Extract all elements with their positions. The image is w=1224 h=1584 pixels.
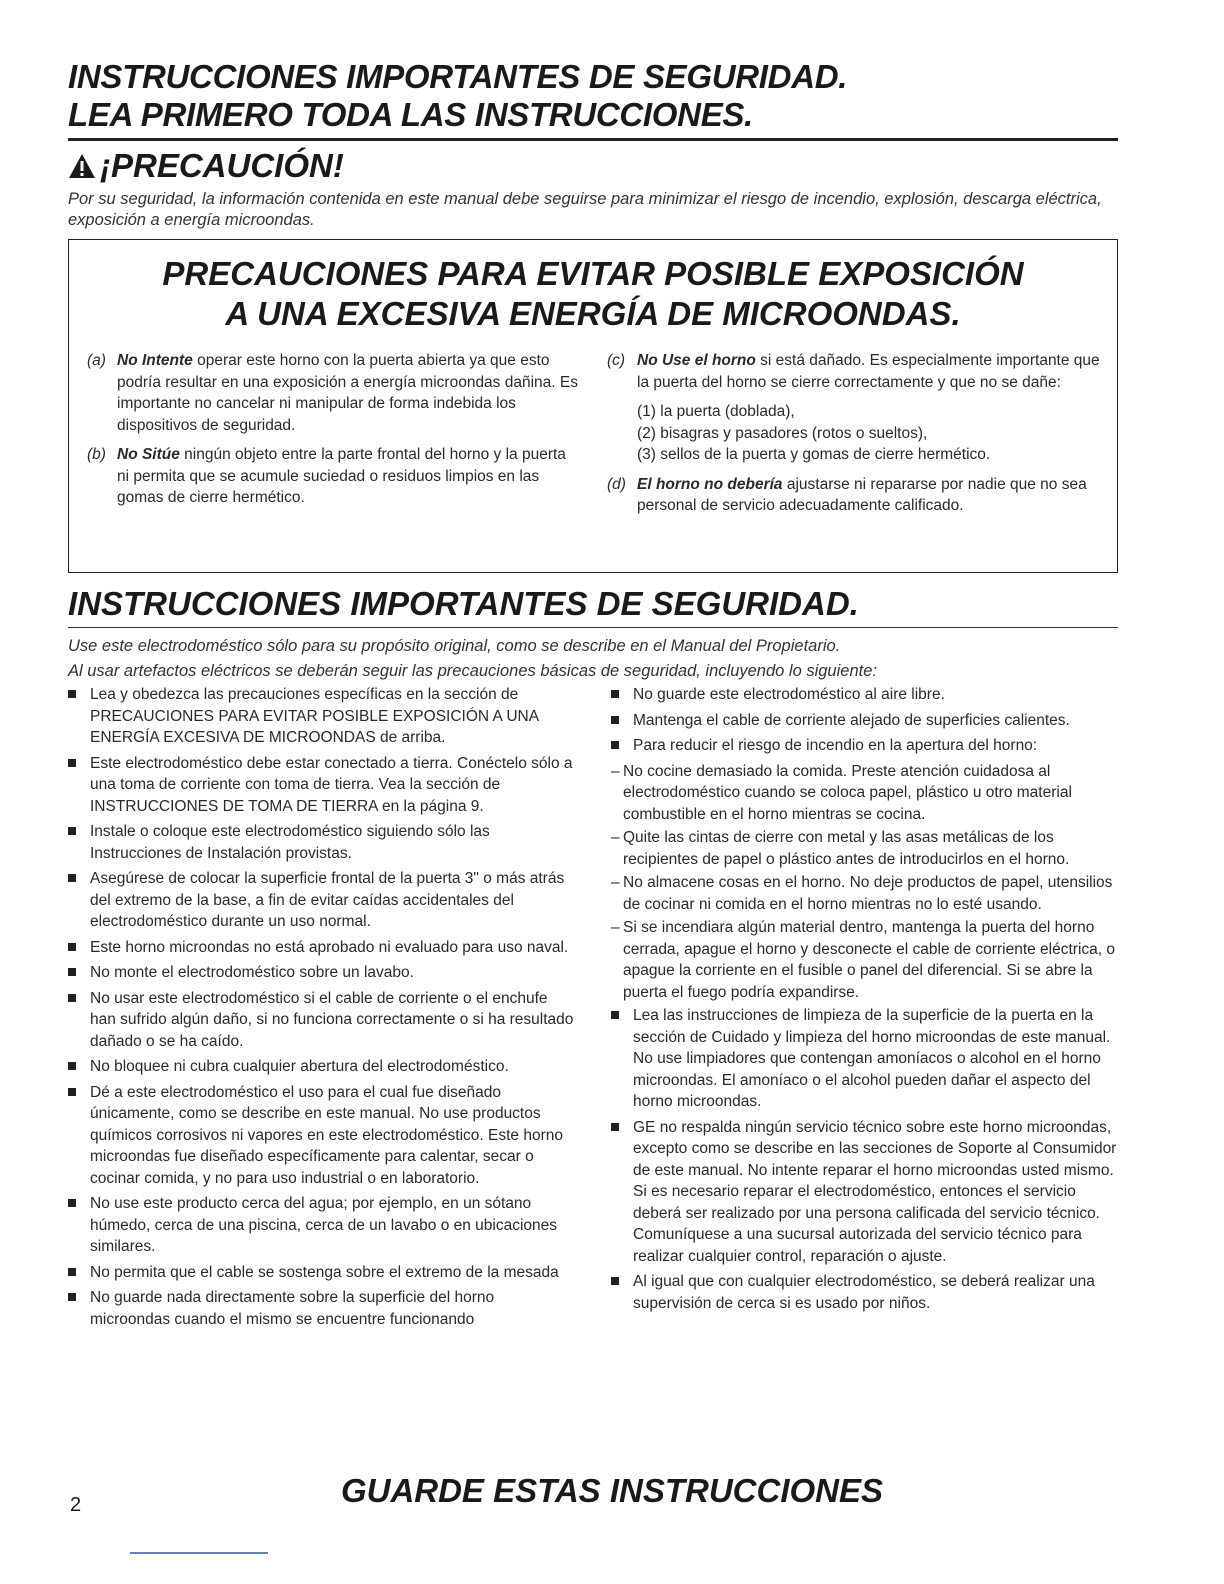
precaution-a-text: operar este horno con la puerta abierta ya que esto podría resultar en una exposición a energía microondas dañina. Es importante no cancelar ni manipular de forma indebida los dispositivos de seguridad. [117,352,578,434]
header-line-2: LEA PRIMERO TODA LAS INSTRUCCIONES. [68,96,753,133]
square-bullet-icon [68,1062,76,1070]
bullet-text: No permita que el cable se sostenga sobre el extremo de la mesada [90,1263,559,1281]
page-content [68,58,1118,1334]
dash-text: No cocine demasiado la comida. Preste atención cuidadosa al electrodoméstico cuando se coloca papel, plástico u otro material combustible en el horno mientras se cocina. [623,762,1072,823]
bullet-item [68,684,575,749]
caution-heading [68,147,1118,185]
box-left-column [69,350,601,525]
dash-marker: – [611,919,620,936]
bullet-text: No usar este electrodoméstico si el cable de corriente o el enchufe han sufrido algún daño, si no funciona correctamente o si ha resultado dañado o se ha caído. [90,989,574,1050]
bullet-item [68,962,575,984]
bullet-item [68,1287,575,1330]
bullet-item [68,753,575,818]
precaution-c-label: (c) [607,352,626,369]
precaution-b-text: ningún objeto entre la parte frontal del horno y la puerta ni permita que se acumule suciedad o residuos limpios en las gomas de cierre hermético. [117,446,566,506]
precaution-b-emphasis: No Sitúe [117,446,180,463]
bullet-item [611,710,1118,732]
square-bullet-icon [68,943,76,951]
bullet-text: Lea las instrucciones de limpieza de la superficie de la puerta en la sección de Cuidado y limpieza del horno microondas de este manual. No use limpiadores que contengan amoníacos o alcohol en el horno microondas. El amoníaco o el alcohol pueden dañar el aspecto del horno microondas. [633,1007,1111,1110]
square-bullet-icon [611,1123,619,1131]
caution-title: ¡PRECAUCIÓN! [100,147,344,184]
bullet-item [611,1005,1118,1113]
precaution-b [87,444,581,509]
precaution-a-label: (a) [87,352,106,369]
precaution-c-text: si está dañado. Es especialmente importante que la puerta del horno se cierre correctamente y que no se dañe: [637,352,1100,391]
box-title [69,254,1117,334]
dash-marker: – [611,829,620,846]
precaution-d [607,474,1101,517]
bullet-item [68,1056,575,1078]
precaution-c-item: (2) bisagras y pasadores (rotos o sueltos), [637,424,928,442]
dash-text: No almacene cosas en el horno. No deje productos de papel, utensilios de cocinar ni comida en el horno mientras no lo esté usando. [623,874,1113,913]
bullet-item [611,1271,1118,1314]
box-title-line-1: PRECAUCIONES PARA EVITAR POSIBLE EXPOSICIÓN [162,255,1024,292]
header-rule [68,138,1118,141]
footer-title: GUARDE ESTAS INSTRUCCIONES [340,1472,884,1509]
square-bullet-icon [611,1011,619,1019]
bullet-text: Al igual que con cualquier electrodoméstico, se deberá realizar una supervisión de cerca si es usado por niños. [633,1273,1095,1312]
bullet-item [68,1082,575,1190]
scan-edge-mark [130,1552,268,1554]
section2-title: INSTRUCCIONES IMPORTANTES DE SEGURIDAD. [68,585,859,622]
dash-text: Quite las cintas de cierre con metal y las asas metálicas de los recipientes de papel o plástico antes de introducirlos en el horno. [623,829,1070,868]
square-bullet-icon [611,741,619,749]
dash-item [611,872,1118,915]
bullet-text: Para reducir el riesgo de incendio en la apertura del horno: [633,737,1038,754]
bullet-item [68,937,575,959]
section2-intro-1: Use este electrodoméstico sólo para su propósito original, como se describe en el Manual del Propietario. [68,637,841,655]
bullet-text: Instale o coloque este electrodoméstico siguiendo sólo las Instrucciones de Instalación provistas. [90,823,490,862]
square-bullet-icon [68,759,76,767]
dash-text: Si se incendiara algún material dentro, mantenga la puerta del horno cerrada, apague el horno y desconecte el cable de corriente eléctrica, o apague la corriente en el fusible o panel del diferencial. Si se abre la puerta el fuego podría expandirse. [623,919,1115,1001]
precaution-d-text: ajustarse ni repararse por nadie que no sea personal de servicio adecuadamente calificado. [637,475,1087,514]
precaution-a [87,350,581,436]
square-bullet-icon [68,874,76,882]
square-bullet-icon [611,690,619,698]
precaution-c-list [607,401,1101,466]
dash-item [611,761,1118,826]
bullet-text: Lea y obedezca las precauciones específicas en la sección de PRECAUCIONES PARA EVITAR POSIBLE EXPOSICIÓN A UNA ENERGÍA EXCESIVA DE MICROONDAS de arriba. [90,686,539,746]
bullet-text: No monte el electrodoméstico sobre un lavabo. [90,964,414,981]
bullet-text: Este horno microondas no está aprobado ni evaluado para uso naval. [90,938,569,956]
precaution-d-body [637,474,1101,517]
square-bullet-icon [68,1088,76,1096]
bullet-item [68,1193,575,1258]
safety-left-column [68,684,597,1334]
precaution-d-emphasis: El horno no debería [637,475,783,493]
square-bullet-icon [68,1268,76,1276]
precaution-a-body [117,350,581,436]
section2-intro-2: Al usar artefactos eléctricos se deberán seguir las precauciones básicas de seguridad, incluyendo lo siguiente: [68,662,877,680]
header-line-1: INSTRUCCIONES IMPORTANTES DE SEGURIDAD. [68,58,848,95]
bullet-text: No use este producto cerca del agua; por ejemplo, en un sótano húmedo, cerca de una piscina, cerca de un lavabo o en ubicaciones similares. [90,1195,558,1255]
safety-columns [68,684,1118,1334]
box-columns [69,350,1117,525]
bullet-item [68,988,575,1053]
bullet-item [68,1262,575,1284]
dash-item [611,917,1118,1003]
square-bullet-icon [68,968,76,976]
square-bullet-icon [611,1277,619,1285]
bullet-item [611,735,1118,757]
square-bullet-icon [68,1293,76,1301]
precaution-b-label: (b) [87,446,106,463]
bullet-text: Mantenga el cable de corriente alejado de superficies calientes. [633,711,1070,729]
bullet-item [68,868,575,933]
bullet-item [611,684,1118,706]
precaution-c-item: (3) sellos de la puerta y gomas de cierre hermético. [637,446,991,463]
precaution-c-emphasis: No Use el horno [637,352,756,369]
precaution-b-body [117,444,581,509]
box-title-line-2: A UNA EXCESIVA ENERGÍA DE MICROONDAS. [225,295,961,332]
precaution-a-emphasis: No Intente [117,352,193,369]
bullet-item [611,1117,1118,1268]
page-number: 2 [70,1494,82,1516]
bullet-text: No guarde nada directamente sobre la superficie del horno microondas cuando el mismo se encuentre funcionando [90,1289,495,1328]
bullet-item [68,821,575,864]
square-bullet-icon [68,994,76,1002]
dash-marker: – [611,762,620,780]
precaution-d-label: (d) [607,475,626,493]
bullet-text: Dé a este electrodoméstico el uso para el cual fue diseñado únicamente, como se describe en este manual. No use productos químicos corrosivos ni vapores en este electrodoméstico. Este horno microondas fue diseñado específicamente para calentar, secar o cocinar comida, y no para uso industrial o en laboratorio. [90,1083,563,1187]
precaution-c [607,350,1101,393]
precaution-c-body [637,350,1101,393]
bullet-text: Asegúrese de colocar la superficie frontal de la puerta 3" o más atrás del extremo de la base, a fin de evitar caídas accidentales del electrodoméstico durante un uso normal. [90,870,565,930]
bullet-text: No guarde este electrodoméstico al aire libre. [633,686,945,703]
precaution-c-item: (1) la puerta (doblada), [637,403,795,420]
square-bullet-icon [68,827,76,835]
square-bullet-icon [68,690,76,698]
warning-triangle-icon [68,153,96,179]
bullet-text: Este electrodoméstico debe estar conectado a tierra. Conéctelo sólo a una toma de corriente con toma de tierra. Vea la sección de INSTRUCCIONES DE TOMA DE TIERRA en la página 9. [90,754,573,815]
box-right-column [601,350,1117,525]
safety-right-column [597,684,1118,1334]
dash-marker: – [611,874,620,891]
bullet-text: GE no respalda ningún servicio técnico sobre este horno microondas, excepto como se describe en las secciones de Soporte al Consumidor de este manual. No intente reparar el horno microondas usted mismo. Si es necesario reparar el electrodoméstico, entonces el servicio deberá ser realizado por una persona calificada del servicio técnico. Comuníquese a una sucursal autorizada del servicio técnico para realizar cualquier control, reparación o ajuste. [633,1118,1117,1265]
dash-item [611,827,1118,870]
bullet-text: No bloquee ni cubra cualquier abertura del electrodoméstico. [90,1058,509,1075]
caution-text: Por su seguridad, la información contenida en este manual debe seguirse para minimizar el riesgo de incendio, explosión, descarga eléctrica, exposición a energía microondas. [68,190,1102,229]
square-bullet-icon [68,1199,76,1207]
section2-rule [68,627,1118,628]
square-bullet-icon [611,716,619,724]
microwave-exposure-box [68,239,1118,573]
